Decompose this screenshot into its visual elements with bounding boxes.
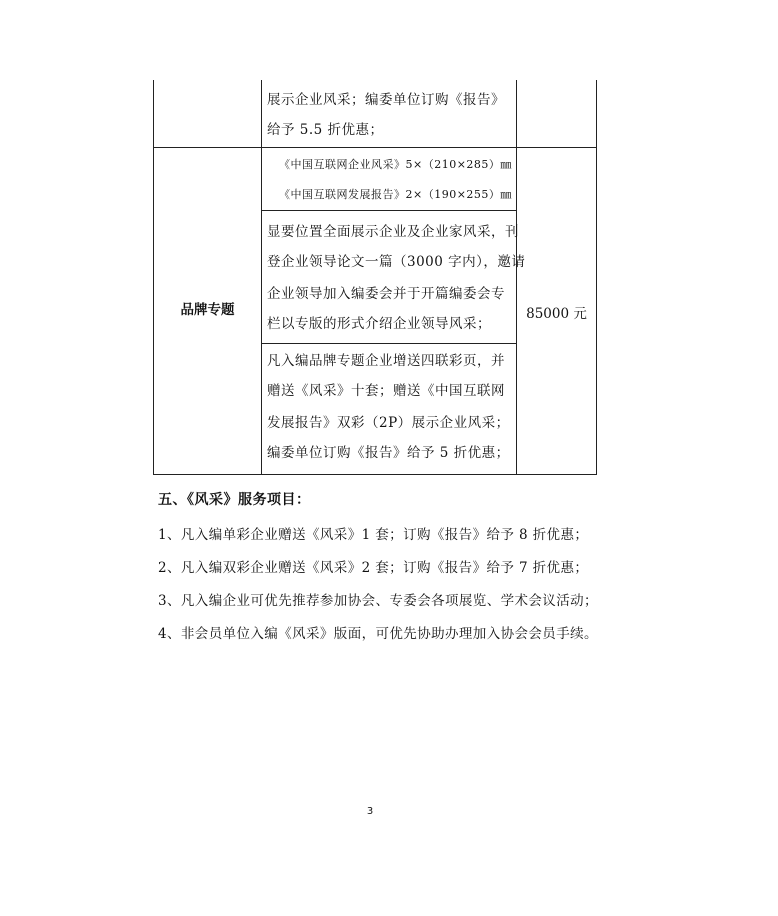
service-item-2: 2、凡入编双彩企业赠送《风采》2 套；订购《报告》给予 7 折优惠； [158, 560, 589, 576]
table-col-divider-left [261, 80, 262, 474]
table-col-divider-right [516, 80, 517, 474]
section-heading: 五、《风采》服务项目： [158, 492, 311, 508]
desc1-line-2: 登企业领导论文一篇（3000 字内），邀请 [267, 254, 526, 270]
brand-topic-label: 品牌专题 [180, 302, 235, 318]
desc1-line-3: 企业领导加入编委会并于开篇编委会专 [267, 286, 505, 302]
service-item-3: 3、凡入编企业可优先推荐参加协会、专委会各项展览、学术会议活动； [158, 593, 598, 609]
desc2-line-1: 凡入编品牌专题企业增送四联彩页，并 [267, 353, 505, 369]
brand-topic-price: 85000 元 [526, 306, 587, 322]
spec-line-1: 《中国互联网企业风采》5×（210×285）㎜ [279, 158, 512, 171]
table-inner-divider [261, 210, 516, 211]
desc1-line-1: 显要位置全面展示企业及企业家风采，刊 [267, 224, 519, 240]
desc1-line-4: 栏以专版的形式介绍企业领导风采； [267, 316, 491, 332]
desc2-line-4: 编委单位订购《报告》给予 5 折优惠； [267, 445, 510, 461]
service-item-1: 1、凡入编单彩企业赠送《风采》1 套；订购《报告》给予 8 折优惠； [158, 527, 589, 543]
desc2-line-3: 发展报告》双彩（2P）展示企业风采； [267, 415, 510, 431]
top-row-line-2: 给予 5.5 折优惠； [267, 122, 384, 138]
page-number: 3 [366, 806, 374, 817]
service-item-4: 4、非会员单位入编《风采》版面，可优先协助办理加入协会会员手续。 [158, 626, 598, 642]
top-row-line-1: 展示企业风采；编委单位订购《报告》 [267, 92, 505, 108]
desc2-line-2: 赠送《风采》十套；赠送《中国互联网 [267, 383, 505, 399]
table-inner-divider [261, 343, 516, 344]
table-row-divider [154, 147, 596, 148]
pricing-table [153, 80, 597, 475]
spec-line-2: 《中国互联网发展报告》2×（190×255）㎜ [279, 188, 512, 201]
